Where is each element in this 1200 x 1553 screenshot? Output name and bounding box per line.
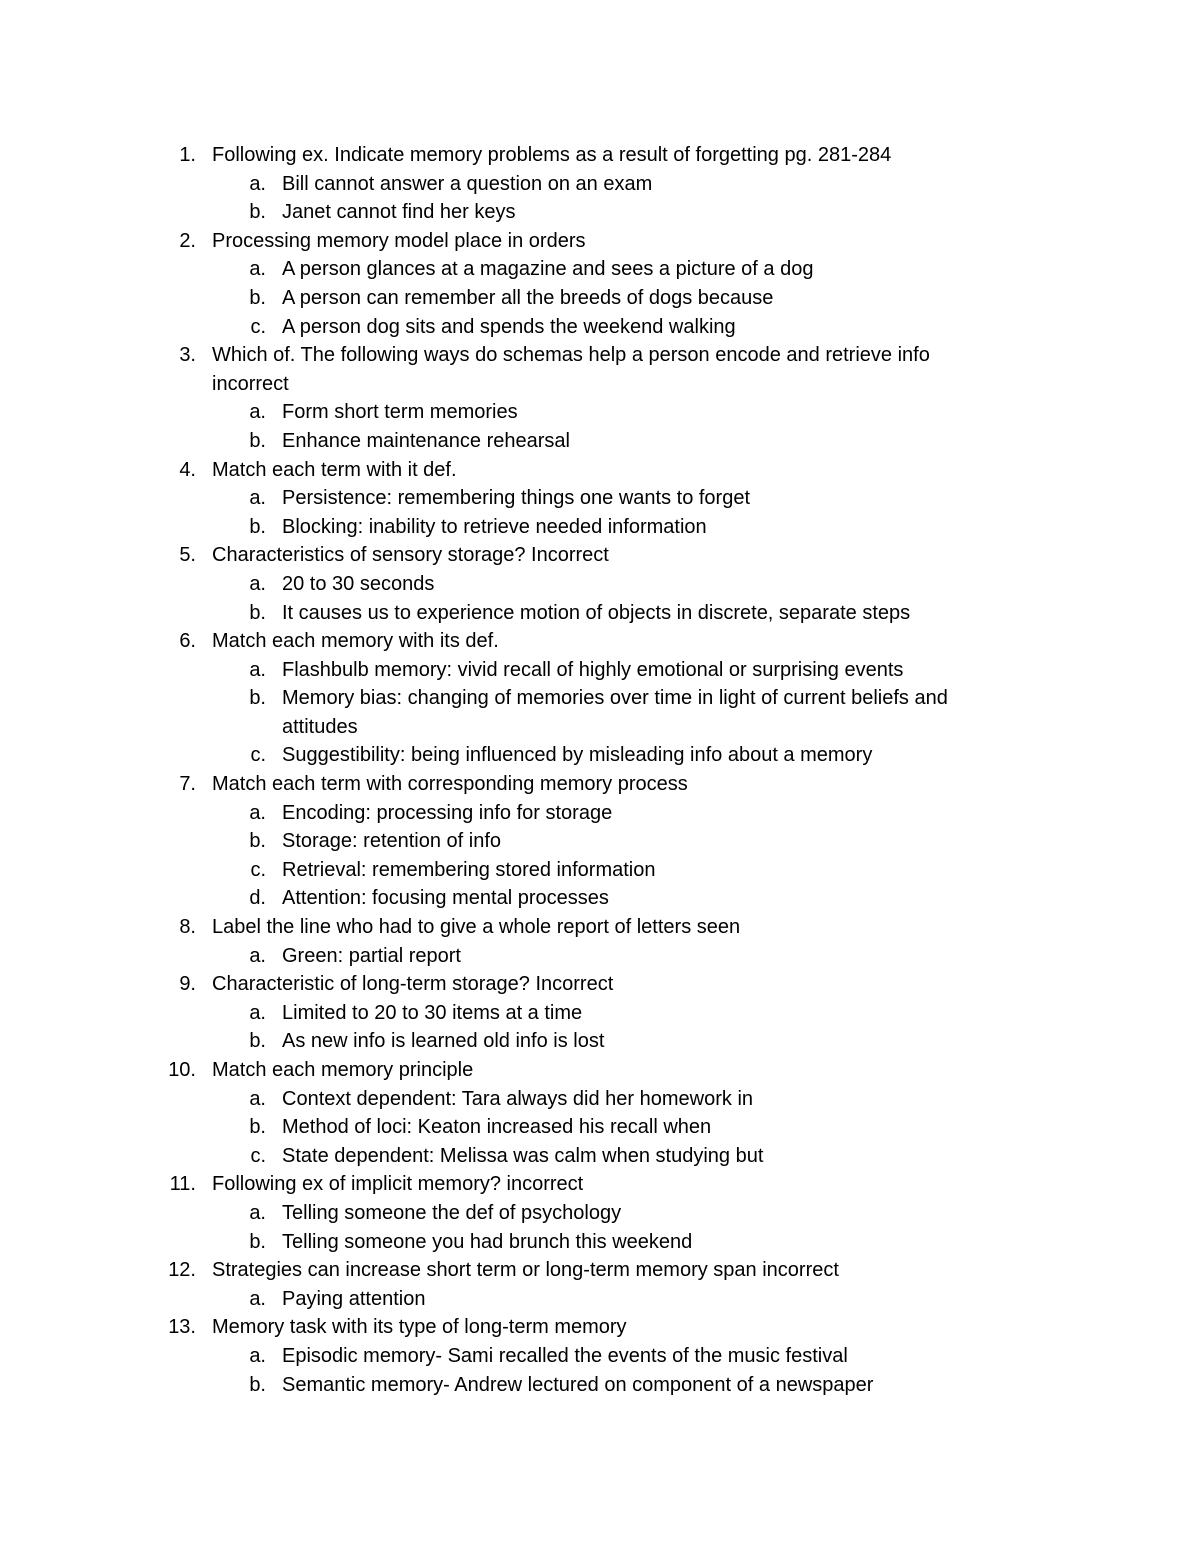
answer-text: 20 to 30 seconds [282,572,435,595]
question-list [0,141,1200,1399]
answer-line [0,713,1200,742]
answer-line [0,513,1200,542]
answer-letter: a. [249,1087,266,1110]
question-text: Characteristics of sensory storage? Incorrect [212,544,609,567]
answer-text: Suggestibility: being influenced by misleading info about a memory [282,744,873,767]
question-line [0,1256,1200,1285]
answer-text: Green: partial report [282,944,461,967]
question-number: 13. [168,1316,196,1339]
answer-letter: a. [249,944,266,967]
question-text: Match each term with corresponding memory process [212,773,688,796]
question-number: 5. [179,544,196,567]
answer-letter: a. [249,1201,266,1224]
question-text: Following ex of implicit memory? incorrect [212,1173,584,1196]
answer-letter: a. [249,172,266,195]
answer-line [0,255,1200,284]
answer-text: attitudes [282,715,358,738]
question-number: 1. [179,144,196,166]
answer-letter: c. [250,1144,266,1167]
answer-line [0,1085,1200,1114]
question-text: Characteristic of long-term storage? Incorrect [212,973,614,996]
answer-letter: a. [249,1001,266,1024]
question-line [0,227,1200,256]
answer-line [0,1199,1200,1228]
question-number: 10. [168,1059,196,1081]
answer-letter: b. [249,1030,266,1053]
answer-letter: b. [249,1116,266,1139]
question-line [0,1170,1200,1199]
question-number: 9. [179,973,196,996]
answer-letter: a. [249,487,266,510]
answer-text: Paying attention [282,1287,426,1310]
answer-letter: a. [249,658,266,681]
question-text: Match each memory with its def. [212,630,499,653]
answer-line [0,942,1200,971]
question-text: Match each memory principle [212,1059,474,1081]
answer-line [0,484,1200,513]
question-line [0,456,1200,485]
answer-letter: b. [249,1373,266,1396]
answer-letter: b. [249,201,266,224]
answer-letter: c. [250,858,266,881]
answer-text: A person can remember all the breeds of dogs because [282,286,774,309]
answer-line [0,741,1200,770]
answer-line [0,999,1200,1028]
answer-letter: b. [249,429,266,452]
answer-letter: b. [249,515,266,538]
answer-line [0,313,1200,342]
answer-letter: a. [249,801,266,824]
answer-text: Janet cannot find her keys [282,201,516,224]
answer-line [0,599,1200,628]
answer-line [0,884,1200,913]
answer-text: Context dependent: Tara always did her homework in [282,1087,754,1110]
question-text: incorrect [212,372,289,395]
answer-line [0,1342,1200,1371]
question-number: 2. [179,229,196,252]
question-line [0,341,1200,370]
answer-line [0,1142,1200,1171]
question-number: 4. [179,458,196,481]
question-text: Strategies can increase short term or long-term memory span incorrect [212,1259,839,1282]
answer-text: Semantic memory- Andrew lectured on component of a newspaper [282,1373,874,1396]
answer-line [0,170,1200,199]
answer-letter: a. [249,1344,266,1367]
answer-line [0,198,1200,227]
answer-text: State dependent: Melissa was calm when studying but [282,1144,764,1167]
answer-text: A person glances at a magazine and sees a picture of a dog [282,258,814,281]
question-text: Processing memory model place in orders [212,229,586,252]
answer-text: As new info is learned old info is lost [282,1030,605,1053]
answer-text: Bill cannot answer a question on an exam [282,172,653,195]
answer-text: Blocking: inability to retrieve needed information [282,515,707,538]
question-number: 7. [179,773,196,796]
question-number: 6. [179,630,196,653]
answer-line [0,656,1200,685]
answer-letter: d. [249,887,266,910]
answer-text: Memory bias: changing of memories over time in light of current beliefs and [282,687,948,710]
answer-letter: a. [249,258,266,281]
answer-text: Attention: focusing mental processes [282,887,609,910]
answer-letter: b. [249,687,266,710]
answer-line [0,427,1200,456]
question-line [0,627,1200,656]
answer-text: Episodic memory- Sami recalled the events of the music festival [282,1344,848,1367]
answer-letter: b. [249,1230,266,1253]
answer-line [0,398,1200,427]
question-line [0,541,1200,570]
question-number: 12. [168,1259,196,1282]
question-number: 11. [169,1173,196,1196]
answer-text: Encoding: processing info for storage [282,801,613,824]
question-line [0,1313,1200,1342]
answer-letter: b. [249,601,266,624]
answer-text: Form short term memories [282,401,518,424]
answer-line [0,1285,1200,1314]
answer-letter: a. [249,401,266,424]
question-text: Following ex. Indicate memory problems as a result of forgetting pg. 281-284 [212,144,892,166]
answer-text: Storage: retention of info [282,830,502,853]
answer-letter: b. [249,286,266,309]
answer-letter: a. [249,1287,266,1310]
question-line [0,1056,1200,1085]
answer-text: Flashbulb memory: vivid recall of highly emotional or surprising events [282,658,904,681]
question-number: 8. [179,916,196,939]
question-line [0,913,1200,942]
answer-line [0,284,1200,313]
answer-text: Limited to 20 to 30 items at a time [282,1001,583,1024]
answer-text: Telling someone you had brunch this weekend [282,1230,693,1253]
answer-line [0,1027,1200,1056]
answer-line [0,684,1200,713]
answer-line [0,1113,1200,1142]
answer-line [0,1371,1200,1400]
answer-text: A person dog sits and spends the weekend walking [282,315,736,338]
answer-letter: c. [250,315,266,338]
answer-text: It causes us to experience motion of objects in discrete, separate steps [282,601,911,624]
answer-text: Persistence: remembering things one wants to forget [282,487,751,510]
question-text: Which of. The following ways do schemas help a person encode and retrieve info [212,344,930,367]
answer-letter: a. [249,572,266,595]
question-text: Label the line who had to give a whole report of letters seen [212,916,741,939]
question-text: Memory task with its type of long-term memory [212,1316,627,1339]
question-text: Match each term with it def. [212,458,457,481]
answer-line [0,1228,1200,1257]
answer-line [0,856,1200,885]
answer-text: Method of loci: Keaton increased his recall when [282,1116,712,1139]
question-number: 3. [179,344,196,367]
answer-text: Telling someone the def of psychology [282,1201,622,1224]
answer-line [0,827,1200,856]
question-line [0,970,1200,999]
answer-letter: c. [250,744,266,767]
question-line [0,770,1200,799]
answer-letter: b. [249,830,266,853]
answer-line [0,570,1200,599]
answer-line [0,799,1200,828]
question-line [0,141,1200,170]
question-line [0,370,1200,399]
answer-text: Enhance maintenance rehearsal [282,429,570,452]
answer-text: Retrieval: remembering stored information [282,858,656,881]
